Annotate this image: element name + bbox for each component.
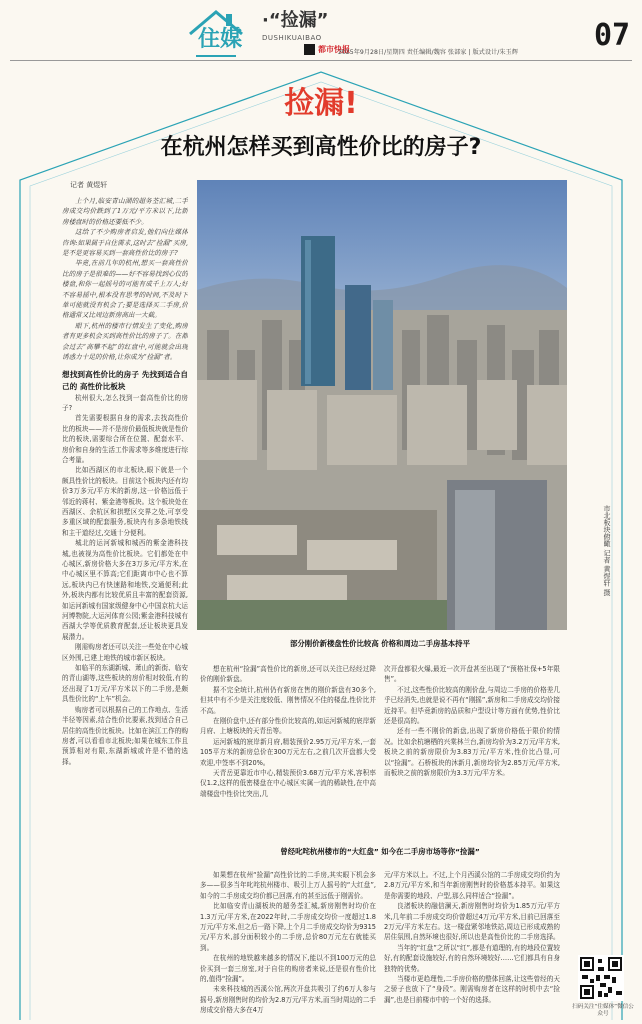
body-paragraph: 未来科技城的西溪公馆,两次开盘共吸引了约6万人参与摇号,新房刚售时的均价为2.8万元/平方米,而当时周边的二手房成交价格大多在4万 (200, 985, 376, 1015)
body-paragraph: 天青岳更靠近市中心,精装预价3.68万元/平方米,容积率仅1.2,这样的低密楼盘在中心城区实属一流的稀缺性,在中高端楼盘中性价比突出,几 (200, 769, 376, 798)
intro-paragraph: 毕竟,在前几年的杭州,想买一套高性价比的房子是很难的——好不容易找到心仪的楼盘,和你一起摇号的可能有成千上万人;好不容易摇中,根本没有思考的时间,不及时下单可能就没有机会了;要是选择买二手房,价格通常又比周边新房高出一大截。 (62, 259, 188, 320)
body-paragraph: 想在杭州“捡漏”高性价比的新房,还可以关注已经经过降价的刚价新盘。 (200, 665, 376, 684)
body-paragraph: 杭州很大,怎么找到一套高性价比的房子? (62, 393, 188, 412)
body-paragraph: 刚需购房者还可以关注一些处在中心城区外围,已建上地铁的城市新区板块。 (62, 643, 188, 662)
headline: 在杭州怎样买到高性价比的房子? (160, 135, 482, 160)
body-paragraph: 当年的“红盘”之所以“红”,都是有道理的,有的地段位置较好,有的配套设施较好,有的自然环境较好……它们都具有自身独特的优势。 (384, 943, 560, 973)
left-column (62, 196, 188, 1006)
body-paragraph: 不过,这些性价比较高的刚价盘,与周边二手房的价格差几乎已经消失,也就是说不再有“刚摇”,新房和二手房成交均价接近持平。但毕竟新房的品质和户型设计等方面有优势,性价比还是很高的。 (384, 685, 560, 726)
body-paragraph: 据不完全统计,杭州仍有新房在售的刚价新盘有30多个,但其中有不少是关注度较低、刚售情况不佳的楼盘,性价比并不高。 (200, 685, 376, 715)
body-paragraph: 首先需要根据自身的需求,去找高性价比的板块——并不是房价最低板块就是性价比的板块,需要综合所在位置、配套水平、房价和自身的生活工作需求等多维度进行综合考量。 (62, 414, 188, 464)
brand-logo-icon (304, 44, 315, 55)
brand-name: 都市快报 (318, 45, 350, 54)
qr-code-icon[interactable] (578, 955, 624, 1001)
body-paragraph: 良渚板块的融信澜天,新房刚售时均价为1.85万元/平方米,几年前二手房成交均价曾超过4万元/平方米,目前已回落至2万元/平方米左右。这一楼盘紧邻地铁站,周边已形成成熟的居住氛围,自然环境也很好,所以也是高性价比的二手房选择。 (384, 902, 560, 942)
section-heading: 想找到高性价比的房子 先找到适合自己的 高性价比板块 (62, 369, 188, 391)
intro-paragraph: 眼下,杭州的楼市行情发生了变化,购房者有更多机会买到高性价比的房子了。在都会过去“高攀不起”的红盘中,可能就会出现诱惑力十足的价格,让你成为“捡漏”者。 (62, 321, 188, 362)
section2-column-b (384, 664, 560, 840)
section3-column-a (200, 870, 376, 1020)
body-paragraph: 元/平方米以上。不过,上个月西溪公馆的二手房成交均价约为2.8万元/平方米,和当年新房刚售时的价格基本持平。如果这是你需要的地段、户型,那么同样适合“捡漏”。 (384, 871, 560, 900)
photo-caption: 市北板块俯瞰 记者 黄煜轩 摄 (603, 505, 611, 596)
qr-caption: 扫码关注“住媒体”微信公众号 (572, 1004, 634, 1017)
body-paragraph: 当楼市更趋理性,二手房价格的整体回落,让这些曾经的天之骄子也放下了“身段”。刚需购房者在这样的时机中去“捡漏”,也是目前楼市中的一个好的选择。 (384, 975, 560, 1004)
byline: 记者 黄煜轩 (70, 181, 108, 189)
body-paragraph: 比如临安青山湖板块的超务荃汇城,新房刚售时均价在1.3万元/平方米,在2022年时,二手房成交均价一度超过1.8万元/平方米,但之后一路下降,上个月二手房成交均价为9315元/平方米,部分面积较小的二手房,总价80万元左右就能买到。 (200, 902, 376, 952)
body-paragraph: 比如西湖区的市北板块,眼下就是一个颇具性价比的板块。目前这个板块内还有均价3万多元/平方米的新房,这一价格远低于邻近的蒋村、紫金港等板块。这个板块处在西湖区、余杭区和拱墅区交界之处,可享受多重区域的配套服务,板块内有多条地铁线和主干道经过,交通十分便利。 (62, 466, 188, 537)
body-paragraph: 运河新城的宸岸新月府,精装预价2.95万元/平方米,一套105平方米的新房总价在300万元左右,之前几次开盘都大受欢迎,中签率不到20%。 (200, 737, 376, 767)
intro-paragraph: 这给了不少购房者启发,他们向住媒体咨询:如果属于自住需求,这时去“捡漏”买房,是不是更容易买到一套高性价比的房子? (62, 228, 188, 258)
kicker-title: 捡漏! (284, 86, 358, 121)
column-title: ·“捡漏” (262, 10, 329, 31)
body-paragraph: 城北的运河新城和城西的紫金港科技城,也被视为高性价比板块。它们都处在中心城区,新房价格大多在3万多元/平方米,在中心城区里不算高;它们距离市中心也不算远,板块内已有快速路和地铁,交通便利;此外,板块内都有比较优质且丰富的配套资源,如运河新城有国家级健身中心中国京杭大运河博物院,大运河体育公园;紫金港科技城有西湖大学等优质教育配套,还让板块更具发展潜力。 (62, 539, 188, 641)
issue-info: 2025年9月28日/星期四 责任编辑/魏容 张部家 | 版式设计/朱玉辉 (338, 49, 518, 56)
body-paragraph: 在杭州的地铁越来越多的情况下,能以不到100万元的总价买到一套三房室,对于自住的购房者来说,还是很有性价比的,值得“捡漏”。 (200, 954, 376, 984)
section-heading: 曾经叱咤杭州楼市的“大红盘” 如今在二手房市场等你“捡漏” (280, 847, 480, 856)
masthead (0, 0, 642, 64)
section-heading: 部分刚价新楼盘性价比较高 价格和周边二手房基本持平 (290, 639, 470, 648)
section3-column-b (384, 870, 560, 1020)
intro-paragraph: 上个月,临安青山湖的超务荃汇城,二手房成交均价跌到了1万元/平方米以下,比新房楼盘时的价格还要低不少。 (62, 197, 188, 226)
body-paragraph: 购房者可以根据自己的工作地点、生活半径等因素,结合性价比要素,找到适合自己居住的高性价比板块。比如在滨江工作的购房者,可以看看市北板块;如果在城东工作且预算相对有限,东湖新城或许是不错的选择。 (62, 705, 188, 766)
body-paragraph: 如临平的东湖新城、萧山的新街、临安的青山湖等,这些板块的房价相对较低,有的还出现了1万元/平方米以下的二手房,是颇具性价比的“上车”机会。 (62, 664, 188, 704)
page-number: 07 (594, 18, 631, 53)
section2-column-a (200, 664, 376, 840)
body-paragraph: 在刚价盘中,还有部分性价比较高的,如运河新城的宸岸新月府、上塘板块的天青岳等。 (200, 717, 376, 736)
column-logo-text: 住媒 (198, 26, 243, 52)
body-paragraph: 还有一些不刚价的新盘,出现了新房价格低于限价的情况。比如余杭塘栖的兴棠林兰台,新房均价为3.2万元/平方米,板块之前的新房限价为3.83万元/平方米,性价比凸显,可以“捡漏”。石桥板块的沐新月,新房均价为2.85万元/平方米,而板块之前的新房限价为3.3万元/平方米。 (384, 727, 560, 778)
body-paragraph: 次开盘都很火爆,最近一次开盘甚至出现了“预格社保+5年限售”。 (384, 665, 560, 684)
header-divider (10, 60, 632, 61)
body-paragraph: 如果想在杭州“捡漏”高性价比的二手房,其实眼下机会多多——很多当年叱咤杭州楼市、吸引上万人摇号的“大红盘”,如今的二手房成交均价都已回落,有的甚至远低于刚需价。 (200, 871, 376, 900)
brand-pinyin: DUSHIKUAIBAO (262, 34, 322, 42)
city-skyline-photo (197, 180, 567, 630)
